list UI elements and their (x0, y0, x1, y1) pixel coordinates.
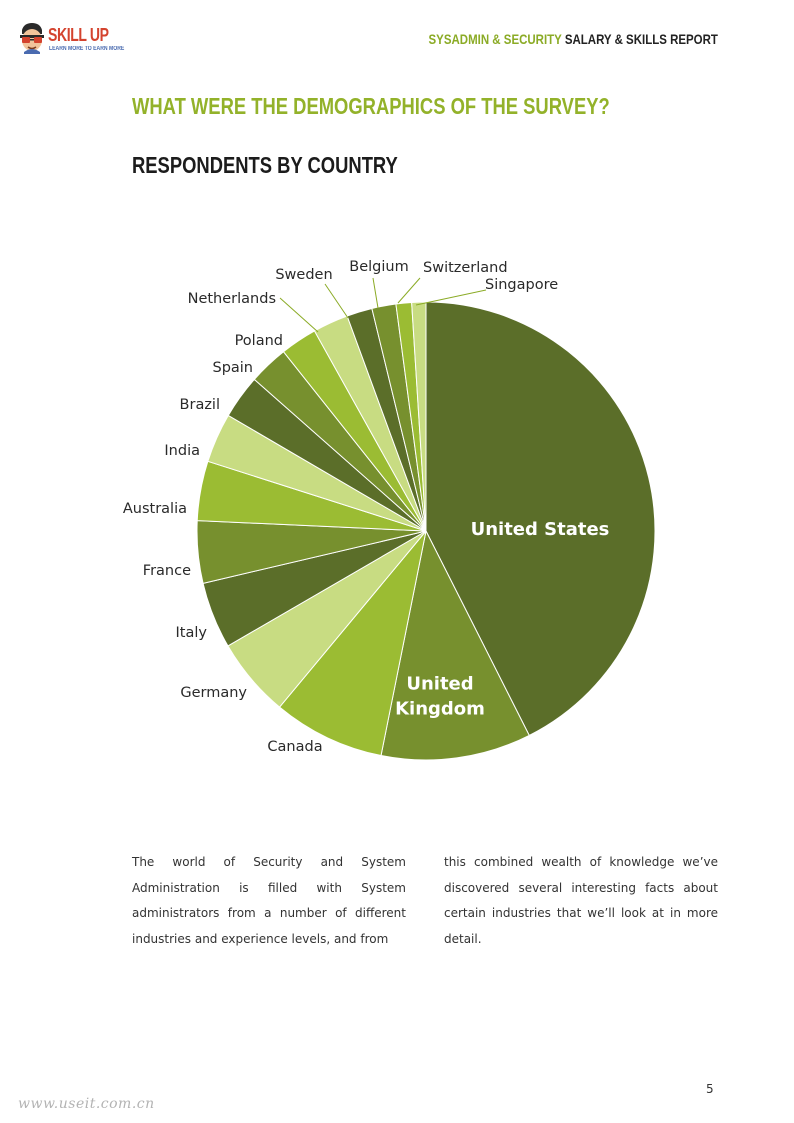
slice-label-singapore: Singapore (485, 277, 559, 293)
report-title (429, 31, 718, 47)
chart-heading: RESPONDENTS BY COUNTRY (132, 152, 398, 178)
leader-line-netherlands (280, 298, 318, 332)
watermark: www.useit.com.cn (18, 1096, 155, 1112)
slice-label-italy: Italy (175, 625, 207, 641)
leader-line-switzerland (398, 278, 420, 303)
slice-label-brazil: Brazil (179, 397, 220, 413)
respondents-pie-chart (0, 240, 794, 800)
report-title-accent: SYSADMIN & SECURITY (428, 31, 562, 47)
slice-label-germany: Germany (180, 685, 247, 701)
body-text-left: The world of Security and System Administration is filled with System administrators from a number of different industries and experience levels, and from (132, 855, 406, 946)
slice-label-australia: Australia (122, 501, 187, 517)
slice-label-sweden: Sweden (275, 267, 333, 283)
body-text-right: this combined wealth of knowledge we’ve discovered several interesting facts about certain industries that we’ll look at in more detail. (444, 855, 718, 946)
logo-title: SKILL UP (48, 25, 109, 45)
slice-label-united-kingdom: United Kingdom (395, 673, 485, 720)
slice-label-netherlands: Netherlands (187, 291, 276, 307)
report-title-rest: SALARY & SKILLS REPORT (564, 31, 718, 47)
slice-label-belgium: Belgium (349, 259, 409, 275)
slice-label-switzerland: Switzerland (423, 260, 508, 276)
leader-line-singapore (416, 290, 486, 305)
slice-label-france: France (142, 563, 191, 579)
page-number: 5 (706, 1082, 714, 1096)
slice-label-canada: Canada (267, 739, 323, 755)
nerd-face-icon (18, 22, 46, 54)
logo-tagline: LEARN MORE TO EARN MORE (49, 46, 125, 52)
slice-label-poland: Poland (234, 333, 283, 349)
leader-line-sweden (325, 284, 348, 318)
leader-line-belgium (373, 278, 378, 308)
section-heading: WHAT WERE THE DEMOGRAPHICS OF THE SURVEY? (132, 93, 610, 119)
slice-label-india: India (164, 443, 200, 459)
slice-label-spain: Spain (212, 360, 253, 376)
slice-label-united-states: United States (470, 519, 610, 540)
skill-up-logo (18, 22, 128, 56)
